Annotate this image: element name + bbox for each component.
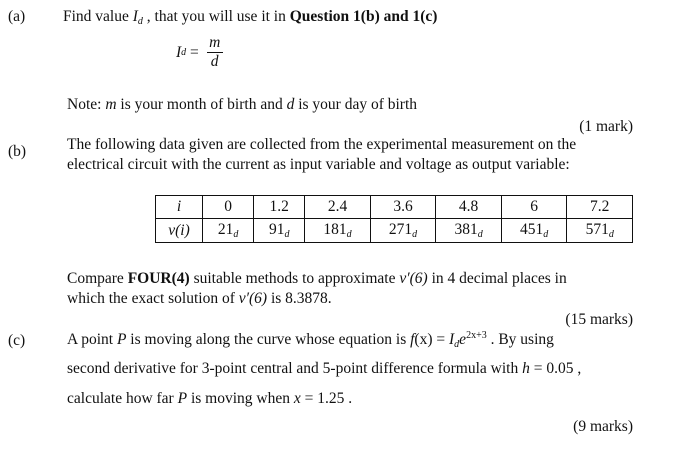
- text: is your month of birth and: [116, 96, 287, 113]
- cell: [305, 219, 371, 243]
- text: which the exact solution of: [67, 290, 239, 307]
- cell-sub: d: [346, 229, 352, 240]
- cell-sub: d: [543, 229, 549, 240]
- cell: [501, 219, 567, 243]
- cell-coef: 571: [585, 221, 609, 238]
- derivative-expr: v′(6): [238, 290, 268, 307]
- cell: 1.2: [254, 196, 305, 219]
- cell: 7.2: [567, 196, 633, 219]
- var-d-sub: d: [137, 16, 143, 27]
- text: is your day of birth: [294, 96, 418, 113]
- cell: 4.8: [436, 196, 502, 219]
- part-a-mark: (1 mark): [579, 118, 633, 135]
- var-d: d: [286, 96, 295, 113]
- formula-lhs-sub: d: [181, 47, 187, 58]
- text: Note:: [67, 96, 106, 113]
- text: in 4 decimal places in: [427, 270, 567, 287]
- derivative-expr: v′(6): [399, 270, 428, 287]
- text: suitable methods to approximate: [189, 270, 400, 287]
- var-m: m: [105, 96, 117, 113]
- cell: 2.4: [305, 196, 371, 219]
- cell: [436, 219, 502, 243]
- text: A point: [67, 331, 117, 348]
- var-h: h: [522, 360, 530, 377]
- numerator: m: [209, 34, 221, 51]
- part-c-line1: [67, 330, 554, 350]
- cell-sub: d: [608, 229, 614, 240]
- part-c-line3: [67, 390, 352, 408]
- formula-lhs: I: [176, 43, 182, 61]
- text: =: [432, 331, 449, 348]
- fraction: [207, 34, 223, 71]
- cell: [567, 219, 633, 243]
- text: Find value: [63, 8, 133, 25]
- var-f: f: [410, 331, 415, 348]
- cell-coef: 91: [268, 221, 285, 238]
- text: Compare: [67, 270, 128, 287]
- cell: 6: [501, 196, 567, 219]
- formula-eq: =: [186, 43, 203, 61]
- part-c-label: (c): [8, 332, 26, 349]
- cell-coef: 381: [454, 221, 478, 238]
- cell: [370, 219, 436, 243]
- cell: [254, 219, 305, 243]
- text: second derivative for 3-point central and 5-point difference formula with: [67, 360, 523, 377]
- part-b-line2: electrical circuit with the current as input variable and voltage as output variable:: [67, 156, 570, 173]
- text: is moving along the curve whose equation is: [126, 331, 411, 348]
- cell: 3.6: [370, 196, 436, 219]
- cell: 0: [203, 196, 254, 219]
- part-c-mark: (9 marks): [573, 418, 633, 435]
- var-p: P: [116, 331, 127, 348]
- part-b-label: (b): [8, 143, 27, 160]
- cell-coef: 181: [323, 221, 347, 238]
- text: . By using: [486, 331, 554, 348]
- text: = 0.05 ,: [529, 360, 582, 377]
- var-p: P: [177, 390, 188, 407]
- var-x: x: [293, 390, 301, 407]
- table-row: [156, 219, 633, 243]
- text: is moving when: [187, 390, 294, 407]
- cell-sub: d: [412, 229, 418, 240]
- cell: [203, 219, 254, 243]
- part-a-question: [63, 8, 437, 27]
- cell-sub: d: [284, 229, 290, 240]
- row-head-i: i: [156, 196, 203, 219]
- data-table: [155, 195, 633, 243]
- formula: [176, 34, 223, 71]
- text: = 1.25 .: [300, 390, 353, 407]
- cell-coef: 271: [388, 221, 413, 238]
- text: calculate how far: [67, 390, 178, 407]
- part-c-line2: [67, 360, 581, 378]
- compare-line: [67, 270, 567, 288]
- question-ref: Question 1(b) and 1(c): [289, 8, 438, 25]
- cell-sub: d: [477, 229, 483, 240]
- exact-line: [67, 290, 332, 308]
- table-row: [156, 196, 633, 219]
- cell-sub: d: [233, 229, 239, 240]
- var-d-sub: d: [454, 339, 460, 350]
- cell-coef: 21: [217, 221, 234, 238]
- text: is 8.3878.: [267, 290, 332, 307]
- part-b-mark: (15 marks): [565, 311, 633, 328]
- var-i: I: [449, 331, 455, 348]
- var-i: I: [132, 8, 138, 25]
- four-methods: FOUR(4): [127, 270, 190, 287]
- cell-coef: 451: [519, 221, 544, 238]
- text: , that you will use it in: [142, 8, 290, 25]
- row-head-v: v(i): [156, 219, 203, 243]
- part-b-line1: The following data given are collected from the experimental measurement on the: [67, 136, 577, 153]
- var-x: (x): [414, 331, 433, 348]
- exponent: 2x+3: [466, 330, 487, 341]
- denominator: d: [210, 53, 219, 70]
- note: [67, 96, 417, 114]
- var-e: e: [459, 331, 467, 348]
- part-a-label: (a): [8, 8, 26, 25]
